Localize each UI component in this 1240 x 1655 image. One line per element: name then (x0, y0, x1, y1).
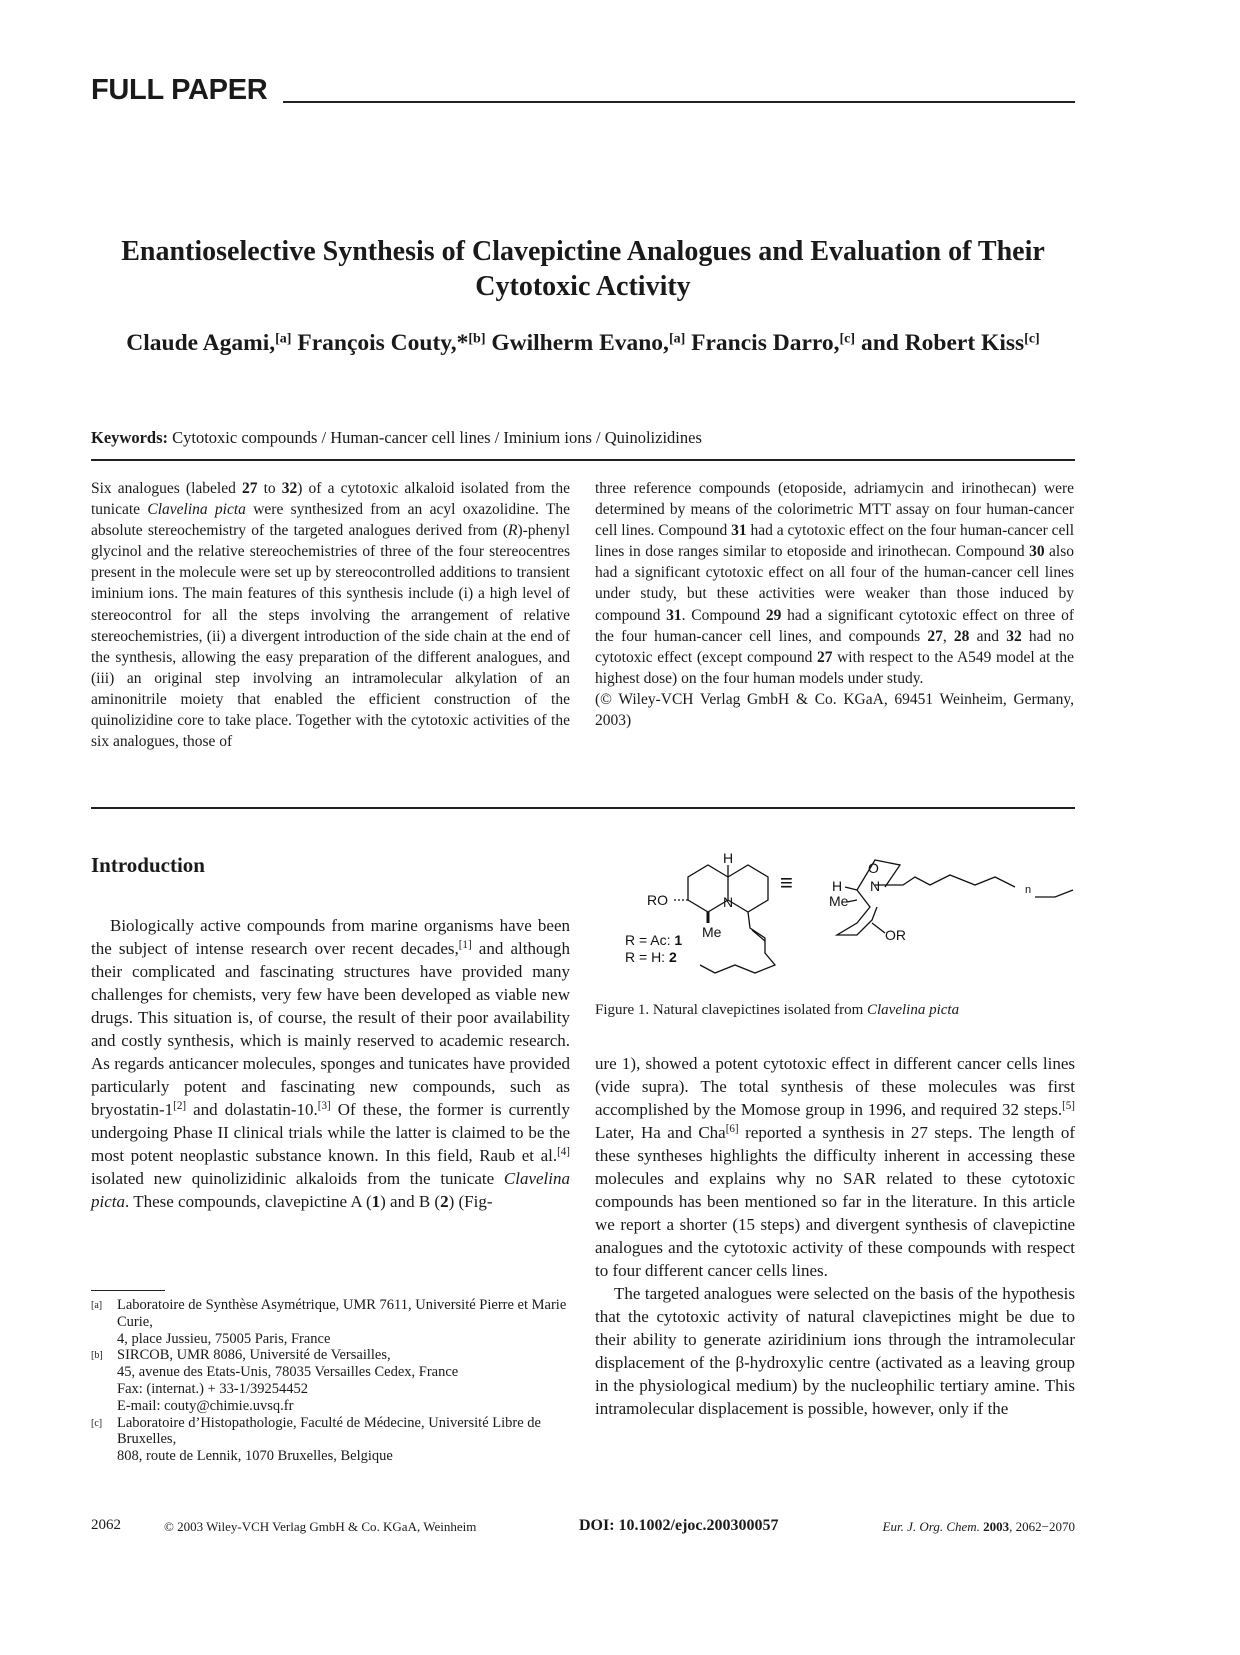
text-run: were synthesized from an acyl oxazolidine. The absolute stereochemistry of the targeted analogues derived from ( (91, 501, 570, 540)
footnote-line: E-mail: couty@chimie.uvsq.fr (117, 1397, 294, 1414)
text-run: ure 1), showed a potent cytotoxic effect in different cancer cells lines (vide supra). The total synthesis of these molecules was first accomplished by the Momose group in 1996, and required 32 steps. (595, 1054, 1075, 1119)
citation-ref: [4] (557, 1145, 570, 1158)
compound-number: 32 (1006, 627, 1022, 645)
intro-right-column (595, 1052, 1075, 1420)
equivalence-sign: ≡ (780, 870, 793, 895)
page-footer (91, 1517, 1075, 1539)
author-name: Francis Darro, (685, 330, 840, 356)
abstract-right-text (595, 478, 1074, 689)
affiliation-mark: [a] (275, 331, 292, 347)
text-run: isolated new quinolizidinic alkaloids from the tunicate (91, 1169, 504, 1188)
footnote-line: Laboratoire d’Histopathologie, Faculté de Médecine, Université Libre de Bruxelles, (117, 1414, 541, 1448)
text-run: Biologically active compounds from marine organisms have been the subject of intense research over recent decades, (91, 916, 570, 958)
author-name: and Robert Kiss (855, 330, 1025, 356)
text-run: and although their complicated and fascinating structures have provided many challenges for chemists, very few have been developed as viable new drugs. This situation is, of course, the result of their poor availability and costly synthesis, which is mainly reserved to academic research. As regards anticancer molecules, sponges and tunicates have provided particularly potent and fascinating new compounds, such as bryostatin-1 (91, 939, 570, 1119)
text-run: ) and B ( (380, 1192, 441, 1211)
figure-caption: Figure 1. Natural clavepictines isolated from Clavelina picta (595, 1002, 960, 1018)
footnote-text (117, 1347, 458, 1414)
italic-text: R (508, 522, 518, 540)
label-or: OR (885, 927, 906, 943)
text-run: The targeted analogues were selected on the basis of the hypothesis that the cytotoxic activity of natural clavepictines might be due to their ability to generate aziridinium ions through the intramolecular displacement of the β-hydroxylic centre (activated as a leaving group in the physiological medium) by the nucleophilic tertiary amine. This intramolecular displacement is possible, however, only if the (595, 1284, 1075, 1418)
footnote-line: Laboratoire de Synthèse Asymétrique, UMR 7611, Université Pierre et Marie Curie, (117, 1297, 567, 1330)
intro-left-column (91, 914, 570, 1213)
text-run: Of these, the former is currently undergoing Phase II clinical trials while the latter is claimed to be the most potent neoplastic substance known. In this field, Raub et al. (91, 1100, 571, 1165)
header-rule (283, 101, 1075, 103)
affiliation-mark: [b] (468, 331, 486, 347)
footnote-line: 45, avenue des Etats-Unis, 78035 Versailles Cedex, France (117, 1364, 459, 1381)
label-me: Me (702, 924, 722, 940)
citation-ref: [1] (458, 938, 472, 951)
paper-title: Enantioselective Synthesis of Clavepictine Analogues and Evaluation of Their Cytotoxic Activity (121, 236, 1045, 302)
footnote (91, 1297, 570, 1347)
label-r-ac: R = Ac: 1 (625, 932, 683, 948)
text-run: and (969, 627, 1007, 645)
text-run: and dolastatin-10. (186, 1100, 318, 1119)
label-n-subscript: n (1025, 884, 1032, 896)
paragraph (595, 1052, 1075, 1282)
abstract-right (595, 478, 1074, 731)
compound-number: 2 (440, 1192, 449, 1211)
footnote-line: 808, route de Lennik, 1070 Bruxelles, Belgique (117, 1448, 393, 1465)
quinolizidine-structure (673, 865, 775, 973)
label-h2: H (832, 878, 843, 894)
label-o: O (868, 860, 879, 876)
text-run: had a significant cytotoxic effect on three of the four human-cancer cell lines, and compounds (595, 606, 1074, 645)
footnote-text (117, 1415, 570, 1465)
text-run: ) of a cytotoxic alkaloid isolated from the tunicate (91, 480, 570, 519)
footnote-line: 4, place Jussieu, 75005 Paris, France (117, 1330, 331, 1347)
footnote (91, 1347, 570, 1414)
compound-number: 31 (666, 606, 682, 624)
compound-number: 27 (927, 627, 943, 645)
compound-number: 28 (953, 627, 970, 645)
doi: DOI: 10.1002/ejoc.200300057 (579, 1517, 779, 1534)
text-run: had a cytotoxic effect on the four human-cancer cell lines in dose ranges similar to etoposide and irinothecan. Compound (595, 522, 1074, 561)
keywords-label: Keywords: (91, 428, 168, 447)
compound-number: 30 (1029, 543, 1045, 561)
citation-ref: [2] (173, 1099, 187, 1112)
citation-ref: [6] (725, 1122, 739, 1135)
compound-number: 27 (817, 648, 833, 666)
italic-text: Clavelina picta (147, 501, 246, 519)
compound-number: 31 (731, 522, 747, 540)
compound-number: 1 (371, 1192, 381, 1211)
text-run: . Compound (681, 606, 766, 624)
page-number: 2062 (91, 1517, 121, 1533)
text-run: had no cytotoxic effect (except compound (595, 627, 1074, 666)
footnote-rule (91, 1290, 165, 1291)
section-heading: Introduction (91, 853, 205, 877)
affiliation-mark: [c] (839, 331, 856, 347)
compound-number: 27 (241, 480, 258, 497)
paragraph (595, 1282, 1075, 1420)
footnote-mark: [a] (91, 1300, 103, 1311)
abstract-copyright: (© Wiley-VCH Verlag GmbH & Co. KGaA, 69451 Weinheim, Germany, 2003) (595, 690, 1074, 730)
label-n: N (723, 894, 734, 910)
section-label: FULL PAPER (91, 74, 268, 106)
footnote-text (117, 1297, 570, 1347)
text-run: )-phenyl glycinol and the relative stereochemistries of three of the four stereocentres present in the molecule were set up by stereocontrolled additions to transient iminium ions. The main features of this synthesis include (i) a high level of stereocontrol for all the steps involving the arrangement of relative stereochemistries, (ii) a divergent introduction of the side chain at the end of the synthesis, allowing the easy preparation of the different analogues, and (iii) an original step involving an intramolecular alkylation of an aminonitrile moiety that enabled the efficient construction of the quinolizidine core to take place. Together with the cytotoxic activities of the six analogues, those of (91, 522, 570, 751)
text-run: . These compounds, clavepictine A ( (125, 1192, 372, 1211)
text-run: reported a synthesis in 27 steps. The length of these syntheses highlights the difficulty inherent in accessing these molecules and explains why no SAR related to these cytotoxic compounds has been mentioned so far in the literature. In this article we report a shorter (15 steps) and divergent synthesis of clavepictine analogues and the cytotoxic activity of these compounds with respect to four different cancer cells lines. (595, 1123, 1075, 1280)
footnote (91, 1415, 570, 1465)
keywords (91, 428, 702, 448)
text-run: with respect to the A549 model at the highest dose) on the four human models under study. (595, 648, 1074, 687)
footer-copyright: © 2003 Wiley-VCH Verlag GmbH & Co. KGaA, Weinheim (164, 1519, 477, 1534)
text-run: ) (Fig- (448, 1192, 493, 1211)
text-run: Six analogues (labeled (91, 480, 242, 497)
affiliation-mark: [a] (668, 331, 686, 347)
text-run: , (942, 627, 954, 645)
divider (91, 807, 1075, 809)
footnote-mark: [b] (91, 1350, 103, 1362)
paragraph (91, 914, 570, 1213)
author-name: Claude Agami, (126, 330, 276, 356)
text-run: also had a significant cytotoxic effect on all four of the human-cancer cell lines under study, but these activities were weaker than those induced by compound (595, 543, 1074, 624)
text-run: three reference compounds (etoposide, adriamycin and irinothecan) were determined by means of the colorimetric MTT assay on four human-cancer cell lines. Compound (595, 480, 1074, 540)
label-h: H (723, 850, 734, 866)
compound-number: 32 (281, 480, 298, 497)
label-r-h: R = H: 2 (625, 949, 677, 965)
author-name: François Couty,* (291, 330, 469, 356)
citation-ref: [3] (317, 1099, 331, 1112)
author-list (91, 330, 1075, 357)
label-ro: RO (647, 892, 668, 908)
figure-1-structures (595, 845, 1075, 985)
label-me2: Me (829, 893, 849, 909)
keywords-text: Cytotoxic compounds / Human-cancer cell lines / Iminium ions / Quinolizidines (168, 428, 702, 447)
compound-number: 29 (765, 606, 782, 624)
footnote-line: Fax: (internat.) + 33-1/39254452 (117, 1380, 309, 1397)
italic-text: Clavelina picta (91, 1169, 570, 1211)
footnote-line: SIRCOB, UMR 8086, Université de Versailles, (117, 1347, 391, 1364)
journal-citation: Eur. J. Org. Chem. 2003, 2062−2070 (882, 1519, 1075, 1534)
affiliation-mark: [c] (1024, 331, 1040, 347)
text-run: to (257, 480, 282, 497)
label-n2: N (870, 878, 881, 894)
citation-ref: [5] (1062, 1099, 1075, 1112)
footnotes (91, 1297, 570, 1465)
divider (91, 459, 1075, 461)
footnote-mark: [c] (91, 1417, 103, 1429)
author-name: Gwilherm Evano, (485, 330, 669, 356)
abstract-left (91, 478, 570, 752)
text-run: Later, Ha and Cha (595, 1123, 726, 1142)
